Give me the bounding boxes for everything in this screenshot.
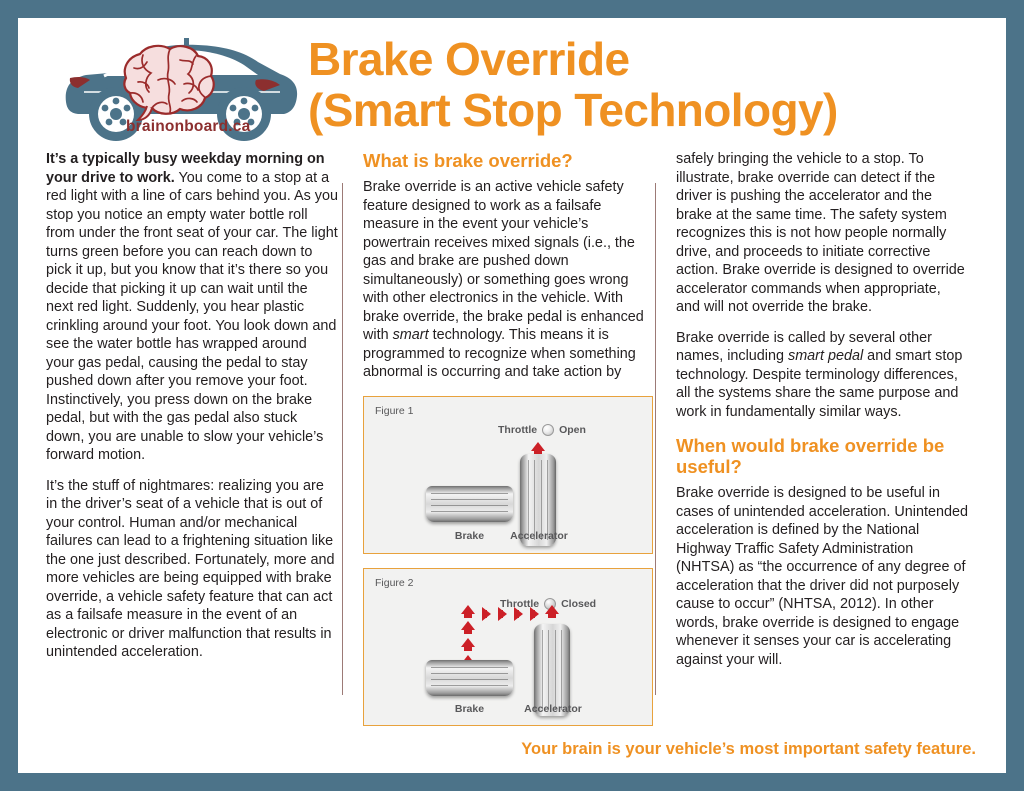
poster-header — [18, 18, 1006, 150]
heading-what-is-brake-override: What is brake override? — [363, 150, 573, 171]
page-title-line-1: Brake Override — [308, 33, 630, 85]
figure-2-accelerator-label: Accelerator — [524, 702, 582, 715]
throttle-status-bulb-icon — [542, 424, 554, 436]
brake-arrow-icon — [461, 621, 475, 630]
heading-when-useful: When would brake override be useful? — [676, 435, 945, 477]
override-arrow-icon — [498, 607, 507, 621]
override-arrow-icon — [482, 607, 491, 621]
column-right — [676, 150, 968, 681]
page-title — [308, 34, 988, 136]
poster-page — [18, 18, 1006, 773]
figure-2-throttle-state: Closed — [561, 597, 597, 610]
brake-pedal-icon — [426, 660, 513, 696]
override-arrow-icon — [545, 605, 559, 614]
figure-1-brake-label: Brake — [454, 529, 485, 542]
right-paragraph-2-b: and smart stop technology. Despite terminology differences, all the systems share the same purpose and work in fundamentally similar ways. — [676, 348, 963, 420]
override-arrow-icon — [514, 607, 523, 621]
middle-paragraph-1-b: technology. This means it is programmed to recognize when something abnormal is occurring and take action by — [363, 327, 636, 380]
figure-2-throttle-label: Throttle — [500, 597, 540, 610]
right-paragraph-1: safely bringing the vehicle to a stop. To illustrate, brake override can detect if the driver is pushing the accelerator and the brake at the same time. The safety system recognizes this is not how people normally drive, and proceeds to initiate corrective action. Brake override is designed to override accelerator commands when appropriate, and will not override the brake. — [676, 151, 965, 315]
figure-2 — [363, 568, 653, 726]
left-paragraph-1 — [46, 150, 338, 465]
right-paragraph-2-a: Brake override is called by several other names, including — [676, 329, 932, 364]
page-title-line-2: (Smart Stop Technology) — [308, 84, 838, 136]
middle-paragraph-1 — [363, 178, 655, 382]
brake-arrow-icon — [461, 638, 475, 647]
brand-logo — [48, 30, 308, 145]
brake-arrow-icon — [461, 605, 475, 614]
footer-tagline: Your brain is your vehicle’s most important safety feature. — [521, 740, 976, 758]
column-divider-1 — [342, 183, 343, 695]
right-paragraph-3: Brake override is designed to be useful in cases of unintended acceleration. Unintended acceleration is defined by the National Highway Traffic Safety Administration (NHTSA) as “the occurrence of any degree of acceleration that the driver did not purposely cause to occur” (NHTSA, 2012). In other words, brake override is designed to engage whenever it senses your car is accelerating against your will. — [676, 485, 969, 668]
brake-pedal-icon — [426, 486, 513, 522]
column-divider-2 — [655, 183, 656, 695]
left-paragraph-1-rest: You come to a stop at a red light with a line of cars behind you. As you stop you notice an empty water bottle roll from under the front seat of your car. The light turns green before you can reach down to pick it up, but you know that it’s there so you decide that picking it up can wait until the next red light. Suddenly, you hear plastic crinkling around your foot. You look down and see the water bottle has wrapped around your gas pedal, causing the pedal to stay pushed down after you remove your foot. Instinctively, you press down on the brake pedal, but with the gas pedal also stuck down, you are unable to slow your vehicle’s forward motion. — [46, 169, 338, 463]
figure-1-throttle-indicator — [498, 424, 586, 436]
figure-2-brake-label: Brake — [454, 702, 485, 715]
figure-2-label: Figure 2 — [375, 576, 414, 589]
right-paragraph-2 — [676, 329, 968, 422]
emphasis-smart-pedal: smart pedal — [788, 348, 864, 364]
emphasis-smart: smart — [392, 327, 429, 343]
lead-sentence: It’s a typically busy weekday morning on your drive to work. — [46, 151, 325, 186]
figure-1-throttle-label: Throttle — [498, 423, 538, 436]
figure-1 — [363, 396, 653, 554]
figure-1-throttle-state: Open — [559, 423, 586, 436]
left-paragraph-2: It’s the stuff of nightmares: realizing you are in the driver’s seat of a vehicle that is out of your control. Human and/or mechanical failures can lead to a frightening situation like the one just described. Fortunately, more and more vehicles are being equipped with brake override, a vehicle safety feature that can act as a failsafe measure in the event of an electronic or driver malfunction that results in unintended acceleration. — [46, 477, 335, 660]
poster-footer — [18, 740, 1006, 759]
accelerator-arrow-icon — [531, 442, 545, 451]
middle-paragraph-1-a: Brake override is an active vehicle safety feature designed to work as a failsafe measure in the event your vehicle’s powertrain receives mixed signals (i.e., the gas and brake are pushed down simultaneously) or something goes wrong with other electronics in the vehicle. With brake override, the brake pedal is enhanced with — [363, 179, 644, 343]
figure-1-label: Figure 1 — [375, 404, 414, 417]
override-arrow-icon — [530, 607, 539, 621]
content-columns — [18, 150, 1006, 730]
logo-text: brainonboard.ca — [126, 118, 251, 135]
column-middle — [363, 150, 655, 740]
column-left — [46, 150, 338, 674]
figure-1-accelerator-label: Accelerator — [510, 529, 568, 542]
